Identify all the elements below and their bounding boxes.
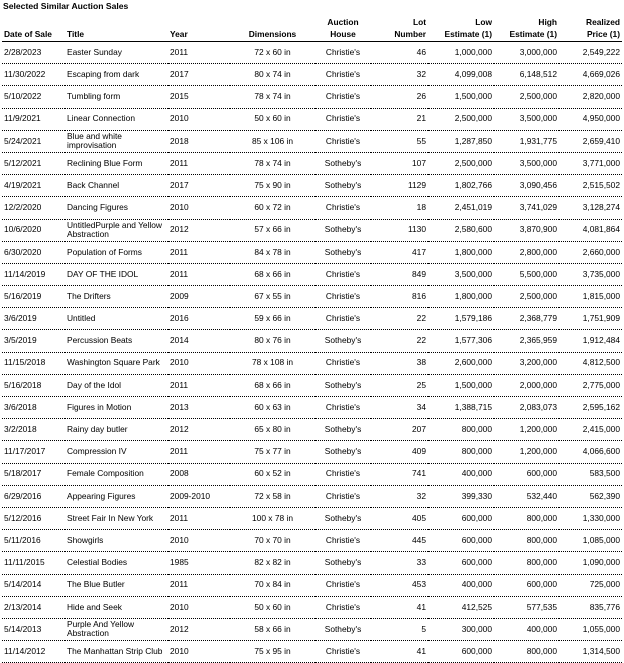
cell-lot-number: 34 <box>371 397 428 419</box>
cell-auction-house: Christie's <box>315 42 371 64</box>
cell-year: 2015 <box>168 86 230 108</box>
header-realized-price: Realized Price (1) <box>559 13 622 42</box>
cell-low-estimate: 4,099,008 <box>428 64 494 86</box>
cell-lot-number: 38 <box>371 352 428 374</box>
cell-dimensions: 50 x 60 in <box>230 596 315 618</box>
cell-date-of-sale: 11/11/2015 <box>2 552 65 574</box>
cell-low-estimate: 399,330 <box>428 485 494 507</box>
cell-title: Population of Forms <box>65 241 168 263</box>
cell-realized-price: 4,066,600 <box>559 441 622 463</box>
cell-lot-number: 41 <box>371 641 428 663</box>
table-row <box>2 596 622 618</box>
cell-lot-number: 33 <box>371 552 428 574</box>
cell-dimensions: 70 x 70 in <box>230 530 315 552</box>
cell-high-estimate: 2,800,000 <box>494 241 559 263</box>
cell-title: Street Fair In New York <box>65 507 168 529</box>
table-row <box>2 108 622 130</box>
cell-realized-price: 3,771,000 <box>559 152 622 174</box>
cell-low-estimate: 600,000 <box>428 507 494 529</box>
cell-auction-house: Christie's <box>315 397 371 419</box>
cell-realized-price: 835,776 <box>559 596 622 618</box>
table-row <box>2 152 622 174</box>
table-row <box>2 241 622 263</box>
cell-title: Celestial Bodies <box>65 552 168 574</box>
cell-high-estimate: 577,535 <box>494 596 559 618</box>
table-row <box>2 197 622 219</box>
cell-auction-house: Sotheby's <box>315 374 371 396</box>
cell-low-estimate: 600,000 <box>428 552 494 574</box>
cell-auction-house: Sotheby's <box>315 419 371 441</box>
cell-low-estimate: 1,388,715 <box>428 397 494 419</box>
cell-low-estimate: 400,000 <box>428 574 494 596</box>
cell-dimensions: 58 x 66 in <box>230 618 315 640</box>
cell-low-estimate: 2,500,000 <box>428 152 494 174</box>
cell-dimensions: 60 x 52 in <box>230 463 315 485</box>
cell-high-estimate: 3,741,029 <box>494 197 559 219</box>
cell-auction-house: Sotheby's <box>315 241 371 263</box>
cell-realized-price: 2,549,222 <box>559 42 622 64</box>
cell-title: Appearing Figures <box>65 485 168 507</box>
cell-high-estimate: 600,000 <box>494 574 559 596</box>
cell-auction-house: Christie's <box>315 86 371 108</box>
cell-realized-price: 2,660,000 <box>559 241 622 263</box>
cell-date-of-sale: 2/13/2014 <box>2 596 65 618</box>
cell-realized-price: 4,081,864 <box>559 219 622 241</box>
cell-date-of-sale: 5/12/2021 <box>2 152 65 174</box>
cell-date-of-sale: 2/28/2023 <box>2 42 65 64</box>
cell-date-of-sale: 12/2/2020 <box>2 197 65 219</box>
cell-title: DAY OF THE IDOL <box>65 263 168 285</box>
cell-title: Rainy day butler <box>65 419 168 441</box>
cell-title: The Drifters <box>65 286 168 308</box>
cell-date-of-sale: 11/30/2022 <box>2 64 65 86</box>
cell-dimensions: 68 x 66 in <box>230 374 315 396</box>
cell-title: Female Composition <box>65 463 168 485</box>
cell-dimensions: 84 x 78 in <box>230 241 315 263</box>
cell-realized-price: 1,055,000 <box>559 618 622 640</box>
cell-realized-price: 725,000 <box>559 574 622 596</box>
cell-dimensions: 50 x 60 in <box>230 108 315 130</box>
cell-date-of-sale: 6/30/2020 <box>2 241 65 263</box>
auction-sales-table <box>2 13 622 663</box>
cell-realized-price: 3,128,274 <box>559 197 622 219</box>
cell-low-estimate: 2,451,019 <box>428 197 494 219</box>
header-dimensions: Dimensions <box>230 13 315 42</box>
cell-high-estimate: 3,090,456 <box>494 175 559 197</box>
cell-lot-number: 21 <box>371 108 428 130</box>
cell-year: 2012 <box>168 419 230 441</box>
cell-lot-number: 18 <box>371 197 428 219</box>
cell-dimensions: 72 x 60 in <box>230 42 315 64</box>
cell-dimensions: 78 x 108 in <box>230 352 315 374</box>
cell-low-estimate: 600,000 <box>428 641 494 663</box>
cell-low-estimate: 1,577,306 <box>428 330 494 352</box>
cell-year: 2014 <box>168 330 230 352</box>
cell-high-estimate: 400,000 <box>494 618 559 640</box>
cell-year: 2010 <box>168 108 230 130</box>
cell-year: 2009 <box>168 286 230 308</box>
cell-date-of-sale: 5/16/2018 <box>2 374 65 396</box>
table-title: Selected Similar Auction Sales <box>3 1 129 11</box>
cell-realized-price: 2,659,410 <box>559 130 622 152</box>
cell-title: Escaping from dark <box>65 64 168 86</box>
cell-year: 1985 <box>168 552 230 574</box>
cell-year: 2010 <box>168 641 230 663</box>
table-row <box>2 507 622 529</box>
cell-high-estimate: 6,148,512 <box>494 64 559 86</box>
cell-dimensions: 75 x 90 in <box>230 175 315 197</box>
cell-auction-house: Christie's <box>315 197 371 219</box>
cell-realized-price: 562,390 <box>559 485 622 507</box>
cell-date-of-sale: 6/29/2016 <box>2 485 65 507</box>
table-row <box>2 641 622 663</box>
cell-title: Purple And Yellow Abstraction <box>65 618 168 640</box>
cell-auction-house: Christie's <box>315 641 371 663</box>
cell-dimensions: 80 x 74 in <box>230 64 315 86</box>
cell-low-estimate: 2,500,000 <box>428 108 494 130</box>
cell-lot-number: 445 <box>371 530 428 552</box>
cell-low-estimate: 2,600,000 <box>428 352 494 374</box>
cell-lot-number: 417 <box>371 241 428 263</box>
cell-year: 2012 <box>168 219 230 241</box>
cell-high-estimate: 800,000 <box>494 530 559 552</box>
cell-lot-number: 453 <box>371 574 428 596</box>
cell-year: 2010 <box>168 596 230 618</box>
cell-auction-house: Sotheby's <box>315 552 371 574</box>
cell-high-estimate: 2,500,000 <box>494 86 559 108</box>
table-row <box>2 130 622 152</box>
cell-year: 2012 <box>168 618 230 640</box>
table-row <box>2 175 622 197</box>
cell-realized-price: 3,735,000 <box>559 263 622 285</box>
cell-title: Hide and Seek <box>65 596 168 618</box>
cell-title: Reclining Blue Form <box>65 152 168 174</box>
cell-auction-house: Christie's <box>315 130 371 152</box>
cell-dimensions: 75 x 95 in <box>230 641 315 663</box>
table-row <box>2 374 622 396</box>
cell-lot-number: 409 <box>371 441 428 463</box>
cell-high-estimate: 3,500,000 <box>494 152 559 174</box>
table-body <box>2 42 622 663</box>
cell-high-estimate: 1,931,775 <box>494 130 559 152</box>
cell-auction-house: Sotheby's <box>315 175 371 197</box>
cell-year: 2017 <box>168 175 230 197</box>
cell-realized-price: 4,950,000 <box>559 108 622 130</box>
cell-year: 2010 <box>168 352 230 374</box>
cell-title: Washington Square Park <box>65 352 168 374</box>
cell-auction-house: Sotheby's <box>315 441 371 463</box>
cell-high-estimate: 3,000,000 <box>494 42 559 64</box>
table-row <box>2 574 622 596</box>
cell-auction-house: Christie's <box>315 263 371 285</box>
cell-lot-number: 41 <box>371 596 428 618</box>
cell-date-of-sale: 5/14/2014 <box>2 574 65 596</box>
cell-auction-house: Sotheby's <box>315 330 371 352</box>
cell-date-of-sale: 5/16/2019 <box>2 286 65 308</box>
cell-auction-house: Christie's <box>315 596 371 618</box>
cell-high-estimate: 2,365,959 <box>494 330 559 352</box>
table-row <box>2 419 622 441</box>
cell-auction-house: Sotheby's <box>315 152 371 174</box>
cell-realized-price: 1,751,909 <box>559 308 622 330</box>
cell-auction-house: Christie's <box>315 574 371 596</box>
cell-dimensions: 75 x 77 in <box>230 441 315 463</box>
cell-title: Showgirls <box>65 530 168 552</box>
cell-title: Easter Sunday <box>65 42 168 64</box>
cell-year: 2011 <box>168 241 230 263</box>
table-row <box>2 530 622 552</box>
cell-date-of-sale: 11/14/2012 <box>2 641 65 663</box>
cell-high-estimate: 800,000 <box>494 507 559 529</box>
table-row <box>2 618 622 640</box>
cell-year: 2011 <box>168 507 230 529</box>
table-row <box>2 485 622 507</box>
cell-high-estimate: 1,200,000 <box>494 419 559 441</box>
table-row <box>2 352 622 374</box>
cell-lot-number: 32 <box>371 64 428 86</box>
cell-lot-number: 22 <box>371 330 428 352</box>
cell-realized-price: 2,595,162 <box>559 397 622 419</box>
cell-auction-house: Christie's <box>315 64 371 86</box>
cell-date-of-sale: 5/14/2013 <box>2 618 65 640</box>
cell-dimensions: 78 x 74 in <box>230 152 315 174</box>
cell-lot-number: 46 <box>371 42 428 64</box>
cell-date-of-sale: 11/14/2019 <box>2 263 65 285</box>
cell-title: Tumbling form <box>65 86 168 108</box>
cell-year: 2011 <box>168 574 230 596</box>
cell-realized-price: 4,812,500 <box>559 352 622 374</box>
cell-low-estimate: 3,500,000 <box>428 263 494 285</box>
cell-lot-number: 849 <box>371 263 428 285</box>
cell-date-of-sale: 3/6/2019 <box>2 308 65 330</box>
cell-high-estimate: 2,000,000 <box>494 374 559 396</box>
cell-high-estimate: 532,440 <box>494 485 559 507</box>
table-row <box>2 86 622 108</box>
cell-low-estimate: 1,800,000 <box>428 241 494 263</box>
cell-low-estimate: 1,000,000 <box>428 42 494 64</box>
cell-high-estimate: 800,000 <box>494 641 559 663</box>
header-lot-number: Lot Number <box>371 13 428 42</box>
cell-high-estimate: 3,870,900 <box>494 219 559 241</box>
header-low-estimate: Low Estimate (1) <box>428 13 494 42</box>
cell-dimensions: 60 x 63 in <box>230 397 315 419</box>
cell-dimensions: 100 x 78 in <box>230 507 315 529</box>
cell-year: 2009-2010 <box>168 485 230 507</box>
cell-low-estimate: 400,000 <box>428 463 494 485</box>
cell-year: 2016 <box>168 308 230 330</box>
cell-lot-number: 5 <box>371 618 428 640</box>
cell-dimensions: 72 x 58 in <box>230 485 315 507</box>
cell-high-estimate: 3,200,000 <box>494 352 559 374</box>
cell-title: Linear Connection <box>65 108 168 130</box>
cell-auction-house: Christie's <box>315 286 371 308</box>
table-row <box>2 441 622 463</box>
cell-dimensions: 65 x 80 in <box>230 419 315 441</box>
cell-low-estimate: 800,000 <box>428 419 494 441</box>
cell-lot-number: 22 <box>371 308 428 330</box>
cell-low-estimate: 1,800,000 <box>428 286 494 308</box>
cell-lot-number: 816 <box>371 286 428 308</box>
cell-date-of-sale: 5/12/2016 <box>2 507 65 529</box>
cell-low-estimate: 412,525 <box>428 596 494 618</box>
cell-title: Percussion Beats <box>65 330 168 352</box>
cell-auction-house: Sotheby's <box>315 507 371 529</box>
cell-date-of-sale: 3/6/2018 <box>2 397 65 419</box>
cell-dimensions: 85 x 106 in <box>230 130 315 152</box>
cell-high-estimate: 2,083,073 <box>494 397 559 419</box>
cell-realized-price: 4,669,026 <box>559 64 622 86</box>
cell-low-estimate: 800,000 <box>428 441 494 463</box>
cell-low-estimate: 1,287,850 <box>428 130 494 152</box>
cell-year: 2011 <box>168 441 230 463</box>
cell-dimensions: 57 x 66 in <box>230 219 315 241</box>
cell-dimensions: 68 x 66 in <box>230 263 315 285</box>
cell-low-estimate: 1,500,000 <box>428 374 494 396</box>
cell-date-of-sale: 3/2/2018 <box>2 419 65 441</box>
header-auction-house: Auction House <box>315 13 371 42</box>
cell-date-of-sale: 10/6/2020 <box>2 219 65 241</box>
cell-auction-house: Christie's <box>315 308 371 330</box>
cell-dimensions: 60 x 72 in <box>230 197 315 219</box>
table-row <box>2 42 622 64</box>
table-row <box>2 286 622 308</box>
table-row <box>2 397 622 419</box>
cell-lot-number: 1130 <box>371 219 428 241</box>
cell-title: The Blue Butler <box>65 574 168 596</box>
header-date-of-sale: Date of Sale <box>2 13 65 42</box>
cell-lot-number: 26 <box>371 86 428 108</box>
cell-year: 2008 <box>168 463 230 485</box>
cell-date-of-sale: 5/10/2022 <box>2 86 65 108</box>
cell-realized-price: 1,314,500 <box>559 641 622 663</box>
cell-year: 2017 <box>168 64 230 86</box>
cell-high-estimate: 2,368,779 <box>494 308 559 330</box>
cell-low-estimate: 600,000 <box>428 530 494 552</box>
table-row <box>2 308 622 330</box>
cell-year: 2018 <box>168 130 230 152</box>
cell-auction-house: Christie's <box>315 108 371 130</box>
cell-title: Back Channel <box>65 175 168 197</box>
cell-lot-number: 107 <box>371 152 428 174</box>
cell-date-of-sale: 11/9/2021 <box>2 108 65 130</box>
table-row <box>2 552 622 574</box>
cell-dimensions: 78 x 74 in <box>230 86 315 108</box>
cell-date-of-sale: 11/15/2018 <box>2 352 65 374</box>
cell-lot-number: 32 <box>371 485 428 507</box>
cell-year: 2010 <box>168 530 230 552</box>
cell-dimensions: 80 x 76 in <box>230 330 315 352</box>
cell-title: The Manhattan Strip Club <box>65 641 168 663</box>
cell-date-of-sale: 5/18/2017 <box>2 463 65 485</box>
cell-low-estimate: 1,802,766 <box>428 175 494 197</box>
cell-lot-number: 207 <box>371 419 428 441</box>
cell-lot-number: 741 <box>371 463 428 485</box>
cell-realized-price: 2,415,000 <box>559 419 622 441</box>
cell-realized-price: 2,775,000 <box>559 374 622 396</box>
cell-realized-price: 1,085,000 <box>559 530 622 552</box>
cell-high-estimate: 3,500,000 <box>494 108 559 130</box>
cell-high-estimate: 2,500,000 <box>494 286 559 308</box>
cell-title: Day of the Idol <box>65 374 168 396</box>
cell-year: 2011 <box>168 374 230 396</box>
table-row <box>2 219 622 241</box>
cell-high-estimate: 800,000 <box>494 552 559 574</box>
cell-lot-number: 1129 <box>371 175 428 197</box>
cell-realized-price: 1,330,000 <box>559 507 622 529</box>
cell-year: 2011 <box>168 263 230 285</box>
cell-low-estimate: 2,580,600 <box>428 219 494 241</box>
cell-low-estimate: 1,500,000 <box>428 86 494 108</box>
header-title: Title <box>65 13 168 42</box>
cell-auction-house: Sotheby's <box>315 618 371 640</box>
table-row <box>2 64 622 86</box>
cell-high-estimate: 5,500,000 <box>494 263 559 285</box>
cell-realized-price: 1,815,000 <box>559 286 622 308</box>
cell-auction-house: Christie's <box>315 352 371 374</box>
cell-year: 2011 <box>168 42 230 64</box>
cell-realized-price: 2,515,502 <box>559 175 622 197</box>
cell-dimensions: 82 x 82 in <box>230 552 315 574</box>
cell-lot-number: 55 <box>371 130 428 152</box>
cell-realized-price: 583,500 <box>559 463 622 485</box>
cell-low-estimate: 300,000 <box>428 618 494 640</box>
cell-low-estimate: 1,579,186 <box>428 308 494 330</box>
cell-auction-house: Christie's <box>315 530 371 552</box>
cell-year: 2010 <box>168 197 230 219</box>
cell-auction-house: Christie's <box>315 463 371 485</box>
cell-lot-number: 25 <box>371 374 428 396</box>
cell-realized-price: 1,912,484 <box>559 330 622 352</box>
cell-high-estimate: 1,200,000 <box>494 441 559 463</box>
cell-high-estimate: 600,000 <box>494 463 559 485</box>
header-year: Year <box>168 13 230 42</box>
cell-dimensions: 70 x 84 in <box>230 574 315 596</box>
cell-title: Compression IV <box>65 441 168 463</box>
cell-title: Dancing Figures <box>65 197 168 219</box>
cell-lot-number: 405 <box>371 507 428 529</box>
cell-dimensions: 59 x 66 in <box>230 308 315 330</box>
cell-title: Blue and white improvisation <box>65 130 168 152</box>
cell-date-of-sale: 4/19/2021 <box>2 175 65 197</box>
cell-realized-price: 2,820,000 <box>559 86 622 108</box>
cell-dimensions: 67 x 55 in <box>230 286 315 308</box>
cell-title: UntitledPurple and Yellow Abstraction <box>65 219 168 241</box>
cell-year: 2011 <box>168 152 230 174</box>
table-header-row <box>2 13 622 42</box>
table-row <box>2 330 622 352</box>
table-row <box>2 463 622 485</box>
cell-realized-price: 1,090,000 <box>559 552 622 574</box>
cell-date-of-sale: 3/5/2019 <box>2 330 65 352</box>
cell-auction-house: Christie's <box>315 485 371 507</box>
cell-date-of-sale: 5/24/2021 <box>2 130 65 152</box>
cell-title: Figures in Motion <box>65 397 168 419</box>
cell-date-of-sale: 11/17/2017 <box>2 441 65 463</box>
cell-date-of-sale: 5/11/2016 <box>2 530 65 552</box>
cell-auction-house: Sotheby's <box>315 219 371 241</box>
cell-title: Untitled <box>65 308 168 330</box>
cell-year: 2013 <box>168 397 230 419</box>
table-row <box>2 263 622 285</box>
header-high-estimate: High Estimate (1) <box>494 13 559 42</box>
